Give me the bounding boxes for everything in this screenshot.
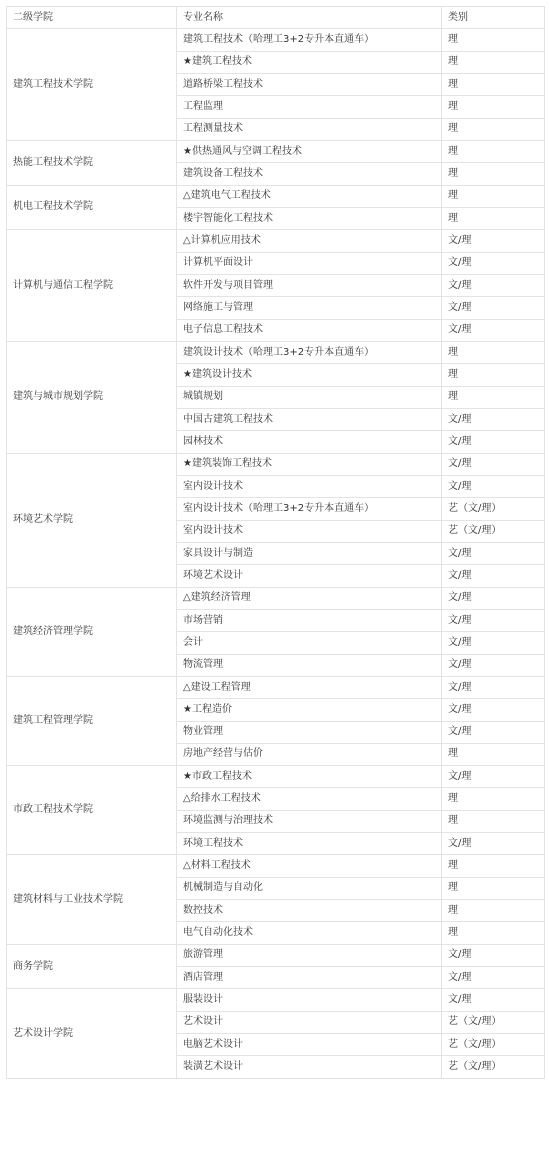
table-row (7, 230, 545, 252)
college-cell: 建筑工程技术学院 (7, 29, 177, 141)
header-row (7, 7, 545, 29)
college-cell: 机电工程技术学院 (7, 185, 177, 230)
major-type-cell: 文/理 (442, 766, 545, 788)
major-type-cell: 理 (442, 922, 545, 944)
college-cell: 商务学院 (7, 944, 177, 989)
table-row (7, 676, 545, 698)
major-name-cell: 中国古建筑工程技术 (177, 408, 442, 430)
major-name-cell: 环境工程技术 (177, 833, 442, 855)
major-name-cell: 数控技术 (177, 900, 442, 922)
major-name-cell: 工程测量技术 (177, 118, 442, 140)
major-type-cell: 文/理 (442, 297, 545, 319)
header-major: 专业名称 (177, 7, 442, 29)
major-name-cell: 电脑艺术设计 (177, 1034, 442, 1056)
major-type-cell: 理 (442, 118, 545, 140)
major-name-cell: 软件开发与项目管理 (177, 274, 442, 296)
major-type-cell: 文/理 (442, 676, 545, 698)
major-type-cell: 理 (442, 900, 545, 922)
major-type-cell: 理 (442, 877, 545, 899)
major-name-cell: 物业管理 (177, 721, 442, 743)
table-row (7, 29, 545, 51)
majors-table (6, 6, 545, 1079)
major-name-cell: 装潢艺术设计 (177, 1056, 442, 1078)
major-name-cell: ★建筑工程技术 (177, 51, 442, 73)
major-name-cell: 室内设计技术 (177, 475, 442, 497)
major-name-cell: ★建筑设计技术 (177, 364, 442, 386)
major-name-cell: △给排水工程技术 (177, 788, 442, 810)
major-name-cell: 电气自动化技术 (177, 922, 442, 944)
major-type-cell: 文/理 (442, 967, 545, 989)
major-type-cell: 理 (442, 163, 545, 185)
major-type-cell: 文/理 (442, 944, 545, 966)
major-type-cell: 文/理 (442, 587, 545, 609)
major-name-cell: 服装设计 (177, 989, 442, 1011)
major-type-cell: 文/理 (442, 431, 545, 453)
table-row (7, 587, 545, 609)
major-name-cell: 室内设计技术（哈理工3+2专升本直通车） (177, 498, 442, 520)
header-college: 二级学院 (7, 7, 177, 29)
major-type-cell: 文/理 (442, 721, 545, 743)
table-row (7, 944, 545, 966)
college-cell: 建筑材料与工业技术学院 (7, 855, 177, 944)
major-type-cell: 艺（文/理） (442, 498, 545, 520)
major-name-cell: △计算机应用技术 (177, 230, 442, 252)
college-cell: 热能工程技术学院 (7, 140, 177, 185)
major-name-cell: ★市政工程技术 (177, 766, 442, 788)
table-row (7, 766, 545, 788)
table-row (7, 341, 545, 363)
major-type-cell: 文/理 (442, 609, 545, 631)
major-name-cell: △建设工程管理 (177, 676, 442, 698)
table-row (7, 989, 545, 1011)
major-type-cell: 理 (442, 29, 545, 51)
major-name-cell: 城镇规划 (177, 386, 442, 408)
table-body (7, 29, 545, 1078)
major-name-cell: 家具设计与制造 (177, 542, 442, 564)
major-name-cell: 机械制造与自动化 (177, 877, 442, 899)
major-type-cell: 文/理 (442, 542, 545, 564)
college-cell: 艺术设计学院 (7, 989, 177, 1078)
major-type-cell: 文/理 (442, 274, 545, 296)
major-name-cell: 酒店管理 (177, 967, 442, 989)
major-name-cell: △建筑电气工程技术 (177, 185, 442, 207)
major-name-cell: 建筑工程技术（哈理工3+2专升本直通车） (177, 29, 442, 51)
major-name-cell: 建筑设备工程技术 (177, 163, 442, 185)
major-type-cell: 文/理 (442, 833, 545, 855)
major-type-cell: 艺（文/理） (442, 1011, 545, 1033)
major-name-cell: 会计 (177, 632, 442, 654)
major-type-cell: 理 (442, 96, 545, 118)
major-type-cell: 理 (442, 207, 545, 229)
major-type-cell: 理 (442, 51, 545, 73)
major-type-cell: 理 (442, 386, 545, 408)
major-name-cell: ★工程造价 (177, 699, 442, 721)
major-type-cell: 理 (442, 788, 545, 810)
major-name-cell: 工程监理 (177, 96, 442, 118)
major-type-cell: 理 (442, 140, 545, 162)
major-name-cell: 市场营销 (177, 609, 442, 631)
major-type-cell: 文/理 (442, 319, 545, 341)
major-type-cell: 理 (442, 341, 545, 363)
major-type-cell: 艺（文/理） (442, 1056, 545, 1078)
major-name-cell: 环境艺术设计 (177, 565, 442, 587)
major-type-cell: 理 (442, 364, 545, 386)
major-type-cell: 文/理 (442, 408, 545, 430)
college-cell: 建筑工程管理学院 (7, 676, 177, 765)
major-name-cell: ★建筑装饰工程技术 (177, 453, 442, 475)
major-name-cell: 物流管理 (177, 654, 442, 676)
major-type-cell: 文/理 (442, 989, 545, 1011)
major-type-cell: 文/理 (442, 632, 545, 654)
college-cell: 建筑经济管理学院 (7, 587, 177, 676)
college-cell: 市政工程技术学院 (7, 766, 177, 855)
major-name-cell: △材料工程技术 (177, 855, 442, 877)
college-cell: 环境艺术学院 (7, 453, 177, 587)
major-name-cell: 道路桥梁工程技术 (177, 73, 442, 95)
major-name-cell: 房地产经营与估价 (177, 743, 442, 765)
major-name-cell: 建筑设计技术（哈理工3+2专升本直通车） (177, 341, 442, 363)
college-cell: 建筑与城市规划学院 (7, 341, 177, 453)
table-row (7, 140, 545, 162)
major-name-cell: △建筑经济管理 (177, 587, 442, 609)
major-name-cell: 计算机平面设计 (177, 252, 442, 274)
major-name-cell: 电子信息工程技术 (177, 319, 442, 341)
major-type-cell: 理 (442, 185, 545, 207)
major-name-cell: 网络施工与管理 (177, 297, 442, 319)
major-type-cell: 理 (442, 855, 545, 877)
major-type-cell: 文/理 (442, 475, 545, 497)
major-name-cell: 楼宇智能化工程技术 (177, 207, 442, 229)
major-type-cell: 理 (442, 73, 545, 95)
college-cell: 计算机与通信工程学院 (7, 230, 177, 342)
major-name-cell: 园林技术 (177, 431, 442, 453)
table-row (7, 185, 545, 207)
major-type-cell: 文/理 (442, 230, 545, 252)
major-type-cell: 文/理 (442, 699, 545, 721)
major-name-cell: 艺术设计 (177, 1011, 442, 1033)
header-type: 类别 (442, 7, 545, 29)
major-type-cell: 文/理 (442, 654, 545, 676)
major-type-cell: 文/理 (442, 565, 545, 587)
major-name-cell: 旅游管理 (177, 944, 442, 966)
major-type-cell: 理 (442, 810, 545, 832)
major-type-cell: 文/理 (442, 252, 545, 274)
major-name-cell: 环境监测与治理技术 (177, 810, 442, 832)
major-type-cell: 理 (442, 743, 545, 765)
major-name-cell: ★供热通风与空调工程技术 (177, 140, 442, 162)
table-row (7, 855, 545, 877)
major-type-cell: 艺（文/理） (442, 520, 545, 542)
major-name-cell: 室内设计技术 (177, 520, 442, 542)
table-row (7, 453, 545, 475)
major-type-cell: 文/理 (442, 453, 545, 475)
major-type-cell: 艺（文/理） (442, 1034, 545, 1056)
